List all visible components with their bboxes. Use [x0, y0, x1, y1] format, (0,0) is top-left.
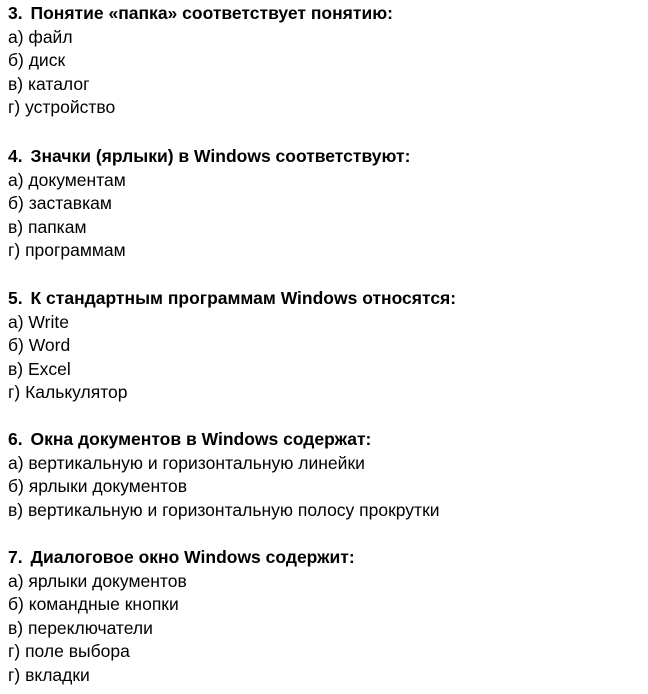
- question-3: [8, 2, 393, 120]
- answer-option-a: а) ярлыки документов: [8, 570, 187, 591]
- question-text: К стандартным программам Windows относятся:: [30, 288, 457, 308]
- answer-option-a: а) документам: [8, 169, 126, 190]
- question-5: [8, 287, 456, 405]
- answer-option-d: г) Калькулятор: [8, 382, 128, 402]
- answer-option-d: г) программам: [8, 240, 126, 260]
- answer-option-c: в) каталог: [8, 73, 90, 94]
- answer-option-c: в) Excel: [8, 358, 71, 379]
- question-text: Окна документов в Windows содержат:: [30, 429, 372, 449]
- question-title: [8, 428, 440, 452]
- question-4: [8, 145, 410, 263]
- question-title: [8, 287, 456, 311]
- question-title: [8, 145, 410, 169]
- question-number: 6.: [8, 429, 23, 449]
- question-text: Диалоговое окно Windows содержит:: [30, 547, 355, 567]
- answer-option-d: г) поле выбора: [8, 641, 130, 661]
- question-number: 7.: [8, 547, 23, 567]
- question-7: [8, 546, 355, 687]
- question-title: [8, 546, 355, 570]
- answer-option-b: б) командные кнопки: [8, 594, 179, 614]
- answer-option-a: а) Write: [8, 311, 69, 332]
- question-6: [8, 428, 440, 522]
- answer-option-a: а) вертикальную и горизонтальную линейки: [8, 452, 365, 473]
- answer-option-c: в) вертикальную и горизонтальную полосу прокрутки: [8, 499, 440, 520]
- answer-option-a: а) файл: [8, 26, 73, 47]
- answer-option-d: г) устройство: [8, 97, 116, 117]
- question-number: 5.: [8, 288, 23, 308]
- question-number: 4.: [8, 146, 23, 166]
- question-text: Понятие «папка» соответствует понятию:: [30, 3, 393, 23]
- answer-option-c: в) переключатели: [8, 617, 153, 638]
- answer-option-b: б) ярлыки документов: [8, 476, 188, 496]
- question-text: Значки (ярлыки) в Windows соответствуют:: [30, 146, 411, 166]
- answer-option-e: г) вкладки: [8, 664, 90, 685]
- question-number: 3.: [8, 3, 23, 23]
- answer-option-b: б) Word: [8, 335, 71, 355]
- question-title: [8, 2, 393, 26]
- answer-option-c: в) папкам: [8, 216, 87, 237]
- answer-option-b: б) диск: [8, 50, 66, 70]
- answer-option-b: б) заставкам: [8, 193, 112, 213]
